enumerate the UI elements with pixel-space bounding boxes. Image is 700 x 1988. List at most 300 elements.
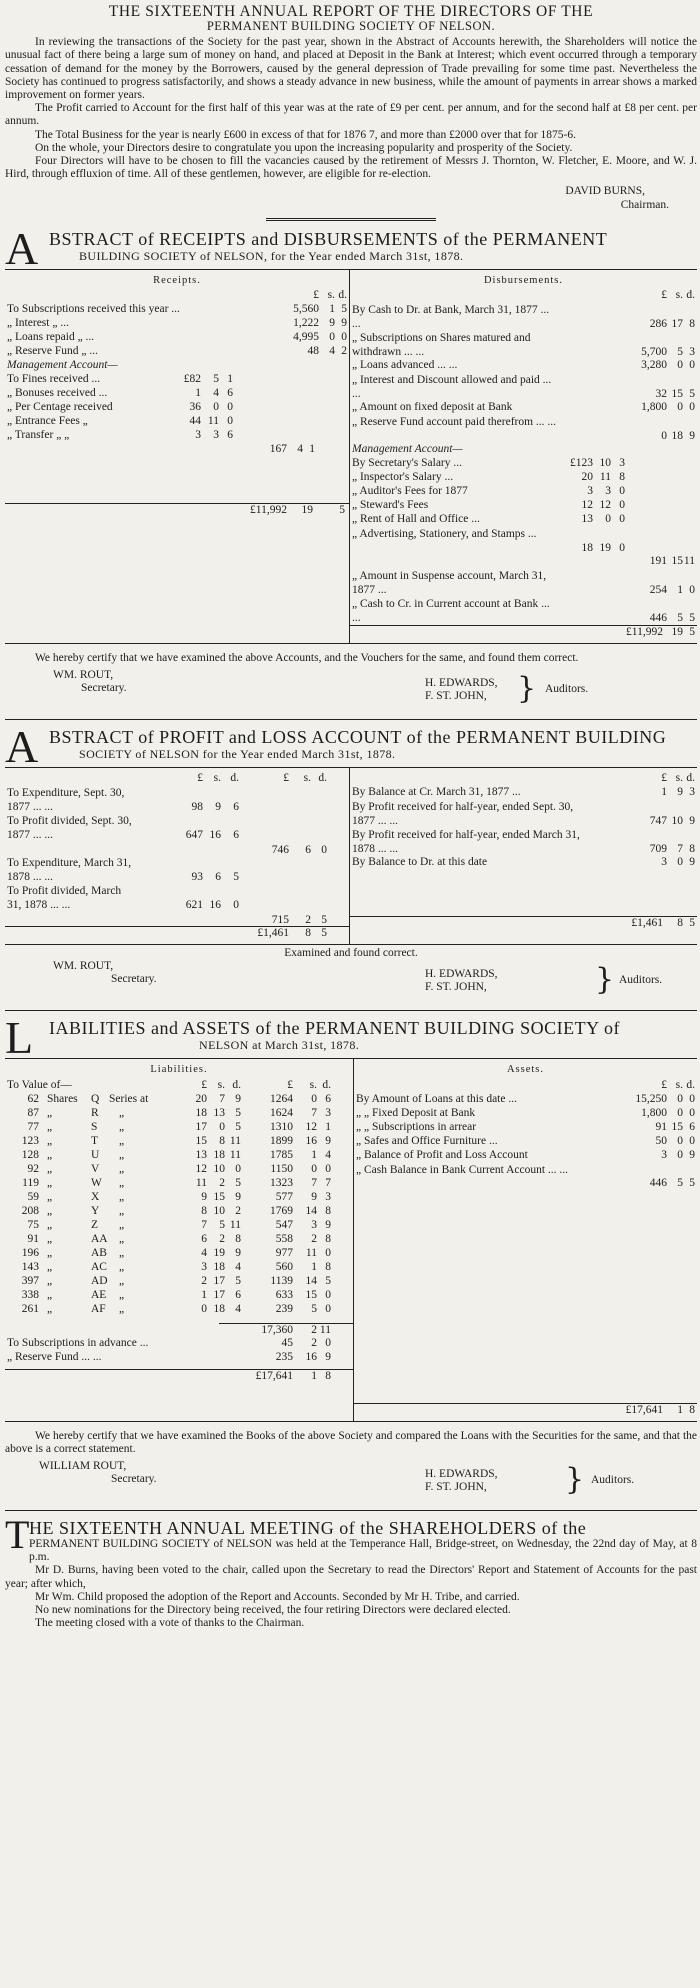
ditto-mark: „	[119, 1274, 125, 1287]
amount: 5	[689, 611, 695, 624]
amount: 709	[649, 843, 667, 856]
share-count: 91	[27, 1232, 39, 1245]
ditto-mark: „	[47, 1204, 53, 1217]
table-row	[5, 1219, 353, 1233]
amount: 1	[195, 387, 201, 400]
unit-label: £	[661, 772, 667, 785]
spacer	[354, 1191, 697, 1403]
table-row	[354, 1093, 697, 1107]
amount: 8	[689, 317, 695, 330]
heading-line-1: HE SIXTEENTH ANNUAL MEETING of the SHAREHOLDERS of the	[29, 1518, 587, 1539]
amount: 9	[689, 815, 695, 828]
share-value: 9	[235, 1246, 241, 1259]
ditto-mark: „	[47, 1260, 53, 1273]
amount: 0	[677, 1134, 683, 1147]
row-label: To Profit divided, March 31, 1878 ... ...	[7, 885, 122, 912]
amount: 747	[649, 815, 667, 828]
series-total: 977	[275, 1246, 293, 1259]
receipts-rows	[5, 289, 349, 521]
row-label: „ Loans repaid „ ...	[7, 331, 95, 344]
share-value: 17	[213, 1274, 225, 1287]
amount: 6	[233, 829, 239, 842]
ditto-mark: „	[119, 1218, 125, 1231]
series-total: 1769	[270, 1204, 293, 1217]
share-value: 11	[229, 1218, 241, 1231]
secretary-name: WILLIAM ROUT,	[39, 1460, 127, 1473]
series-total: 577	[275, 1190, 293, 1203]
series-total: 9	[311, 1190, 317, 1203]
debit-column	[5, 768, 349, 944]
amount: 5	[677, 345, 683, 358]
ditto-mark: „	[119, 1288, 125, 1301]
divider	[5, 1010, 697, 1011]
amount: 18	[671, 429, 683, 442]
amount: 286	[649, 317, 667, 330]
examined-note: Examined and found correct.	[284, 947, 418, 960]
table-row	[5, 786, 349, 814]
amount: 0	[329, 331, 335, 344]
unit-label: s.	[675, 772, 683, 785]
total-amount: 1	[311, 1369, 317, 1382]
amount: 7	[677, 843, 683, 856]
share-value: 2	[235, 1204, 241, 1217]
amount: 12	[599, 499, 611, 512]
share-value: 20	[195, 1092, 207, 1105]
chairman-title: Chairman.	[620, 198, 669, 211]
share-value: 1	[201, 1288, 207, 1301]
series-total: 0	[311, 1092, 317, 1105]
row-label: „ Interest and Discount allowed and paid ... ...	[352, 374, 552, 401]
ditto-mark: „	[47, 1218, 53, 1231]
ditto-mark: „	[47, 1148, 53, 1161]
subtotal-amount: 11	[319, 1323, 331, 1336]
row-label: „ Amount on fixed deposit at Bank	[352, 401, 513, 414]
divider	[5, 719, 697, 720]
series-total: 2	[311, 1232, 317, 1245]
amount: 9	[341, 317, 347, 330]
series-total: 1899	[270, 1134, 293, 1147]
row-label: To Profit divided, Sept. 30, 1877 ... ...	[7, 815, 132, 842]
table-row	[5, 345, 349, 359]
amount: 0	[689, 359, 695, 372]
series-letter: AE	[91, 1288, 107, 1301]
total-amount: £11,992	[250, 504, 287, 517]
amount: 446	[649, 611, 667, 624]
table-row	[5, 1351, 353, 1365]
amount: 19	[599, 541, 611, 554]
row-label: Management Account—	[352, 443, 463, 456]
table-row	[354, 1121, 697, 1135]
share-value: 5	[235, 1120, 241, 1133]
amount: 16	[209, 899, 221, 912]
debit-rows	[5, 768, 349, 944]
row-label: By Secretary's Salary ...	[352, 457, 463, 470]
amount: 0	[689, 1092, 695, 1105]
subtotal-amount: 5	[321, 914, 327, 927]
share-count: 128	[21, 1148, 39, 1161]
subtotal-amount: 746	[271, 844, 289, 857]
amount: 44	[189, 415, 201, 428]
unit-label: s.	[327, 289, 335, 302]
series-total: 0	[325, 1302, 331, 1315]
auditors-title: Auditors.	[545, 683, 589, 696]
drop-cap: L	[5, 1012, 34, 1064]
series-letter: R	[91, 1106, 99, 1119]
subtotal-amount: 0	[321, 844, 327, 857]
amount: 0	[341, 331, 347, 344]
signatures	[5, 669, 697, 713]
unit-label: s.	[309, 1078, 317, 1091]
total-amount: £1,461	[257, 927, 289, 940]
meeting-paragraph: Mr Wm. Child proposed the adoption of the Report and Accounts. Seconded by Mr H. Tribe, and carried.	[35, 1590, 520, 1603]
share-count: 92	[27, 1162, 39, 1175]
ditto-mark: „	[119, 1260, 125, 1273]
ditto-mark: „	[119, 1134, 125, 1147]
row-label: „ Subscriptions on Shares matured and withdrawn ... ...	[352, 332, 531, 359]
share-count: 143	[21, 1260, 39, 1273]
row-label: By Profit received for half-year, ended March 31, 1878 ... ...	[352, 829, 580, 856]
amount: 446	[649, 1177, 667, 1190]
table-row	[350, 359, 697, 373]
series-total: 1	[311, 1260, 317, 1273]
share-value: 0	[235, 1162, 241, 1175]
ditto-mark: „	[119, 1190, 125, 1203]
series-total: 3	[311, 1218, 317, 1231]
amount: £123	[570, 457, 593, 470]
table-row	[5, 303, 349, 317]
share-value: 13	[195, 1148, 207, 1161]
share-value: 4	[201, 1246, 207, 1259]
amount: 11	[683, 555, 695, 568]
column-units	[350, 772, 697, 786]
amount: 9	[677, 786, 683, 799]
receipts-table	[5, 269, 697, 644]
amount: 5	[689, 387, 695, 400]
table-row	[350, 513, 697, 527]
liabilities-column	[5, 1059, 353, 1420]
asset-rows	[354, 1079, 697, 1421]
auditor-name: F. ST. JOHN,	[425, 981, 487, 994]
amount: 3	[605, 485, 611, 498]
brace: }	[565, 1462, 585, 1498]
ditto-mark: „	[47, 1246, 53, 1259]
share-value: 5	[219, 1218, 225, 1231]
table-row	[5, 1247, 353, 1261]
unit-label: d.	[686, 772, 695, 785]
amount: 6	[215, 871, 221, 884]
amount: 1,800	[641, 1106, 667, 1119]
unit-label: s.	[675, 1078, 683, 1091]
row-label: To Value of—	[7, 1078, 72, 1091]
table-row	[5, 856, 349, 884]
subtotal-amount: 6	[305, 844, 311, 857]
series-total: 15	[305, 1288, 317, 1301]
row-label: To Fines received ...	[7, 373, 101, 386]
amount: 5	[233, 871, 239, 884]
amount: 1	[227, 373, 233, 386]
table-row	[5, 401, 349, 415]
receipts-column	[5, 270, 349, 643]
unit-label: £	[287, 1078, 293, 1091]
report-title: THE SIXTEENTH ANNUAL REPORT OF THE DIRECTORS OF THE	[108, 3, 594, 20]
row-label: „ Advertising, Stationery, and Stamps ...	[352, 528, 537, 541]
signatures	[5, 960, 697, 1004]
series-word: Series at	[109, 1092, 149, 1105]
amount: 0	[619, 485, 625, 498]
amount: 0	[677, 1092, 683, 1105]
section-heading	[5, 222, 697, 274]
row-label: „ Steward's Fees	[352, 499, 429, 512]
ditto-mark: „	[119, 1120, 125, 1133]
amount: 15	[671, 555, 683, 568]
series-total: 558	[275, 1232, 293, 1245]
amount: 12	[581, 499, 593, 512]
amount: 3,280	[641, 359, 667, 372]
certificate: We hereby certify that we have examined the Books of the above Society and compared the Loans with the Securities for the same, and that the above is a correct statement.	[5, 1429, 697, 1455]
share-count: 77	[27, 1120, 39, 1133]
share-value: 9	[235, 1092, 241, 1105]
auditors-title: Auditors.	[619, 974, 663, 987]
table-row	[5, 415, 349, 429]
amount: 0	[661, 429, 667, 442]
series-letter: AF	[91, 1302, 106, 1315]
series-total: 3	[325, 1106, 331, 1119]
spacer	[5, 457, 349, 503]
table-row	[5, 1121, 353, 1135]
share-count: 62	[27, 1092, 39, 1105]
amount: 4	[213, 387, 219, 400]
series-total: 0	[311, 1162, 317, 1175]
disbursement-rows	[350, 289, 697, 643]
table-row	[5, 1205, 353, 1219]
auditor-name: F. ST. JOHN,	[425, 1481, 487, 1494]
report-paragraph: The Total Business for the year is nearly £600 in excess of that for 1876 7, and more than £2000 over that for 1875-6.	[35, 128, 576, 141]
total-amount: 8	[325, 1369, 331, 1382]
subtotal-amount: 2	[311, 1323, 317, 1336]
row-label: To Subscriptions in advance ...	[7, 1336, 149, 1349]
row-label: „ Interest „ ...	[7, 317, 69, 330]
column-units	[5, 289, 349, 303]
amount: 3	[661, 856, 667, 869]
ditto-mark: „	[47, 1134, 53, 1147]
share-value: 17	[213, 1288, 225, 1301]
series-total: 5	[325, 1274, 331, 1287]
amount: 647	[185, 829, 203, 842]
unit-label: d.	[230, 772, 239, 785]
secretary-title: Secretary.	[111, 973, 157, 986]
total-amount: 5	[689, 626, 695, 639]
meeting-paragraph: No new nominations for the Directory being received, the four retiring Directors were declared elected.	[35, 1604, 511, 1617]
amount: 0	[689, 1134, 695, 1147]
row-label: To Expenditure, Sept. 30, 1877 ... ...	[7, 787, 125, 814]
ditto-mark: „	[47, 1106, 53, 1119]
row-label: „ Reserve Fund „ ...	[7, 345, 99, 358]
liabilities-assets	[5, 1012, 697, 1511]
series-letter: S	[91, 1120, 98, 1133]
amount: 0	[213, 401, 219, 414]
share-count: 87	[27, 1106, 39, 1119]
share-value: 7	[201, 1218, 207, 1231]
series-total: 1323	[270, 1176, 293, 1189]
amount: 11	[207, 415, 219, 428]
amount: 0	[677, 856, 683, 869]
table-row	[5, 387, 349, 401]
amount: 1,222	[293, 317, 319, 330]
share-value: 9	[235, 1190, 241, 1203]
ditto-mark: „	[47, 1302, 53, 1315]
ditto-mark: „	[47, 1274, 53, 1287]
total-amount: 5	[321, 927, 327, 940]
ditto-mark: „	[119, 1204, 125, 1217]
row-label: „ Cash to Cr. in Current account at Bank ... ...	[352, 598, 550, 625]
report-paragraph: On the whole, your Directors desire to congratulate you upon the increasing popularity and prosperity of the Society.	[35, 141, 573, 154]
total-amount: 8	[305, 927, 311, 940]
row-label: „ Cash Balance in Bank Current Account ... ...	[356, 1163, 569, 1176]
amount: £82	[183, 373, 201, 386]
share-value: 3	[201, 1260, 207, 1273]
series-letter: Y	[91, 1204, 100, 1217]
series-total: 5	[311, 1302, 317, 1315]
table-row	[350, 303, 697, 331]
table-row	[5, 1107, 353, 1121]
series-total: 9	[325, 1218, 331, 1231]
amount: 9	[689, 429, 695, 442]
series-total: 0	[325, 1162, 331, 1175]
drop-cap: A	[5, 721, 39, 773]
amount: 5	[677, 611, 683, 624]
table-row	[5, 1233, 353, 1247]
heading-line-2: SOCIETY of NELSON for the Year ended March 31st, 1878.	[79, 747, 396, 762]
chairman-name: DAVID BURNS,	[565, 185, 645, 198]
series-letter: V	[91, 1162, 100, 1175]
series-total: 8	[325, 1232, 331, 1245]
amount: 6	[689, 1120, 695, 1133]
meeting-paragraph: Mr D. Burns, having been voted to the chair, called upon the Secretary to read the Directors' Report and Statement of Accounts for the past year; after which,	[5, 1564, 697, 1590]
table-row	[350, 800, 697, 828]
series-total: 6	[325, 1092, 331, 1105]
amount: 15	[671, 387, 683, 400]
share-value: 13	[213, 1106, 225, 1119]
total-amount: £11,992	[626, 626, 663, 639]
share-count: 338	[21, 1288, 39, 1301]
amount: 0	[677, 401, 683, 414]
ditto-mark: „	[119, 1106, 125, 1119]
series-letter: X	[91, 1190, 100, 1203]
amount: 32	[655, 387, 667, 400]
heading-line-1: BSTRACT of RECEIPTS and DISBURSEMENTS of the PERMANENT	[49, 228, 608, 249]
ditto-mark: „	[47, 1120, 53, 1133]
total-amount: 8	[689, 1403, 695, 1416]
series-letter: U	[91, 1148, 100, 1161]
amount: 3	[661, 1148, 667, 1161]
table-row	[350, 331, 697, 359]
share-value: 18	[195, 1106, 207, 1119]
ditto-mark: „	[47, 1176, 53, 1189]
series-letter: T	[91, 1134, 99, 1147]
heading-line-2: NELSON at March 31st, 1878.	[199, 1038, 360, 1053]
amount: 3	[689, 345, 695, 358]
credit-rows	[350, 768, 697, 934]
table-row	[5, 373, 349, 387]
total-amount: £1,461	[631, 917, 663, 930]
amount: 0	[227, 401, 233, 414]
share-count: 119	[22, 1176, 39, 1189]
unit-label: £	[197, 772, 203, 785]
brace: }	[517, 671, 537, 707]
amount: 6	[227, 387, 233, 400]
row-label: „ Amount in Suspense account, March 31, 1877 ...	[352, 570, 547, 597]
share-value: 11	[195, 1176, 207, 1189]
row-label: „ „ Subscriptions in arrear	[356, 1120, 477, 1133]
table-row	[350, 443, 697, 457]
series-total: 11	[305, 1246, 317, 1259]
total-amount: 5	[689, 917, 695, 930]
table-row	[5, 814, 349, 857]
amount: 9	[325, 1350, 331, 1363]
share-value: 8	[219, 1134, 225, 1147]
amount: 3	[213, 429, 219, 442]
amount: 50	[655, 1134, 667, 1147]
row-label: „ Bonuses received ...	[7, 387, 108, 400]
table-row	[5, 1177, 353, 1191]
auditor-name: F. ST. JOHN,	[425, 690, 487, 703]
series-total: 560	[275, 1260, 293, 1273]
amount: 8	[689, 843, 695, 856]
amount: 167	[269, 443, 287, 456]
amount: 93	[191, 871, 203, 884]
secretary-name: WM. ROUT,	[53, 960, 114, 973]
ditto-mark: „	[47, 1162, 53, 1175]
share-value: 4	[235, 1260, 241, 1273]
total-amount: £17,641	[255, 1369, 293, 1382]
amount: 13	[581, 513, 593, 526]
share-value: 15	[195, 1134, 207, 1147]
table-row	[5, 317, 349, 331]
series-letter: Q	[91, 1092, 100, 1105]
share-value: 12	[195, 1162, 207, 1175]
share-value: 0	[219, 1120, 225, 1133]
receipts-disbursements	[5, 222, 697, 720]
share-value: 6	[201, 1232, 207, 1245]
share-value: 2	[219, 1232, 225, 1245]
table-row	[350, 597, 697, 625]
share-value: 7	[219, 1092, 225, 1105]
amount: 15	[671, 1120, 683, 1133]
share-value: 8	[235, 1232, 241, 1245]
series-total: 3	[325, 1190, 331, 1203]
ditto-mark: „	[47, 1288, 53, 1301]
column-units	[354, 1079, 697, 1093]
amount: 3	[195, 429, 201, 442]
column-title: Receipts.	[153, 274, 201, 286]
drop-cap: A	[5, 222, 39, 274]
amount: 0	[689, 1106, 695, 1119]
share-count: 261	[21, 1302, 39, 1315]
column-title: Assets.	[506, 1064, 545, 1076]
table-row	[5, 1261, 353, 1275]
amount: 0	[227, 415, 233, 428]
unit-label: d.	[338, 289, 347, 302]
series-total: 8	[325, 1204, 331, 1217]
amount: 98	[191, 801, 203, 814]
amount: 5	[689, 1177, 695, 1190]
certificate: We hereby certify that we have examined the above Accounts, and the Vouchers for the same, and found them correct.	[35, 652, 579, 665]
amount: 9	[215, 801, 221, 814]
amount: 1	[661, 786, 667, 799]
amount: 0	[677, 1148, 683, 1161]
table-row	[350, 485, 697, 499]
unit-label: d.	[686, 1078, 695, 1091]
